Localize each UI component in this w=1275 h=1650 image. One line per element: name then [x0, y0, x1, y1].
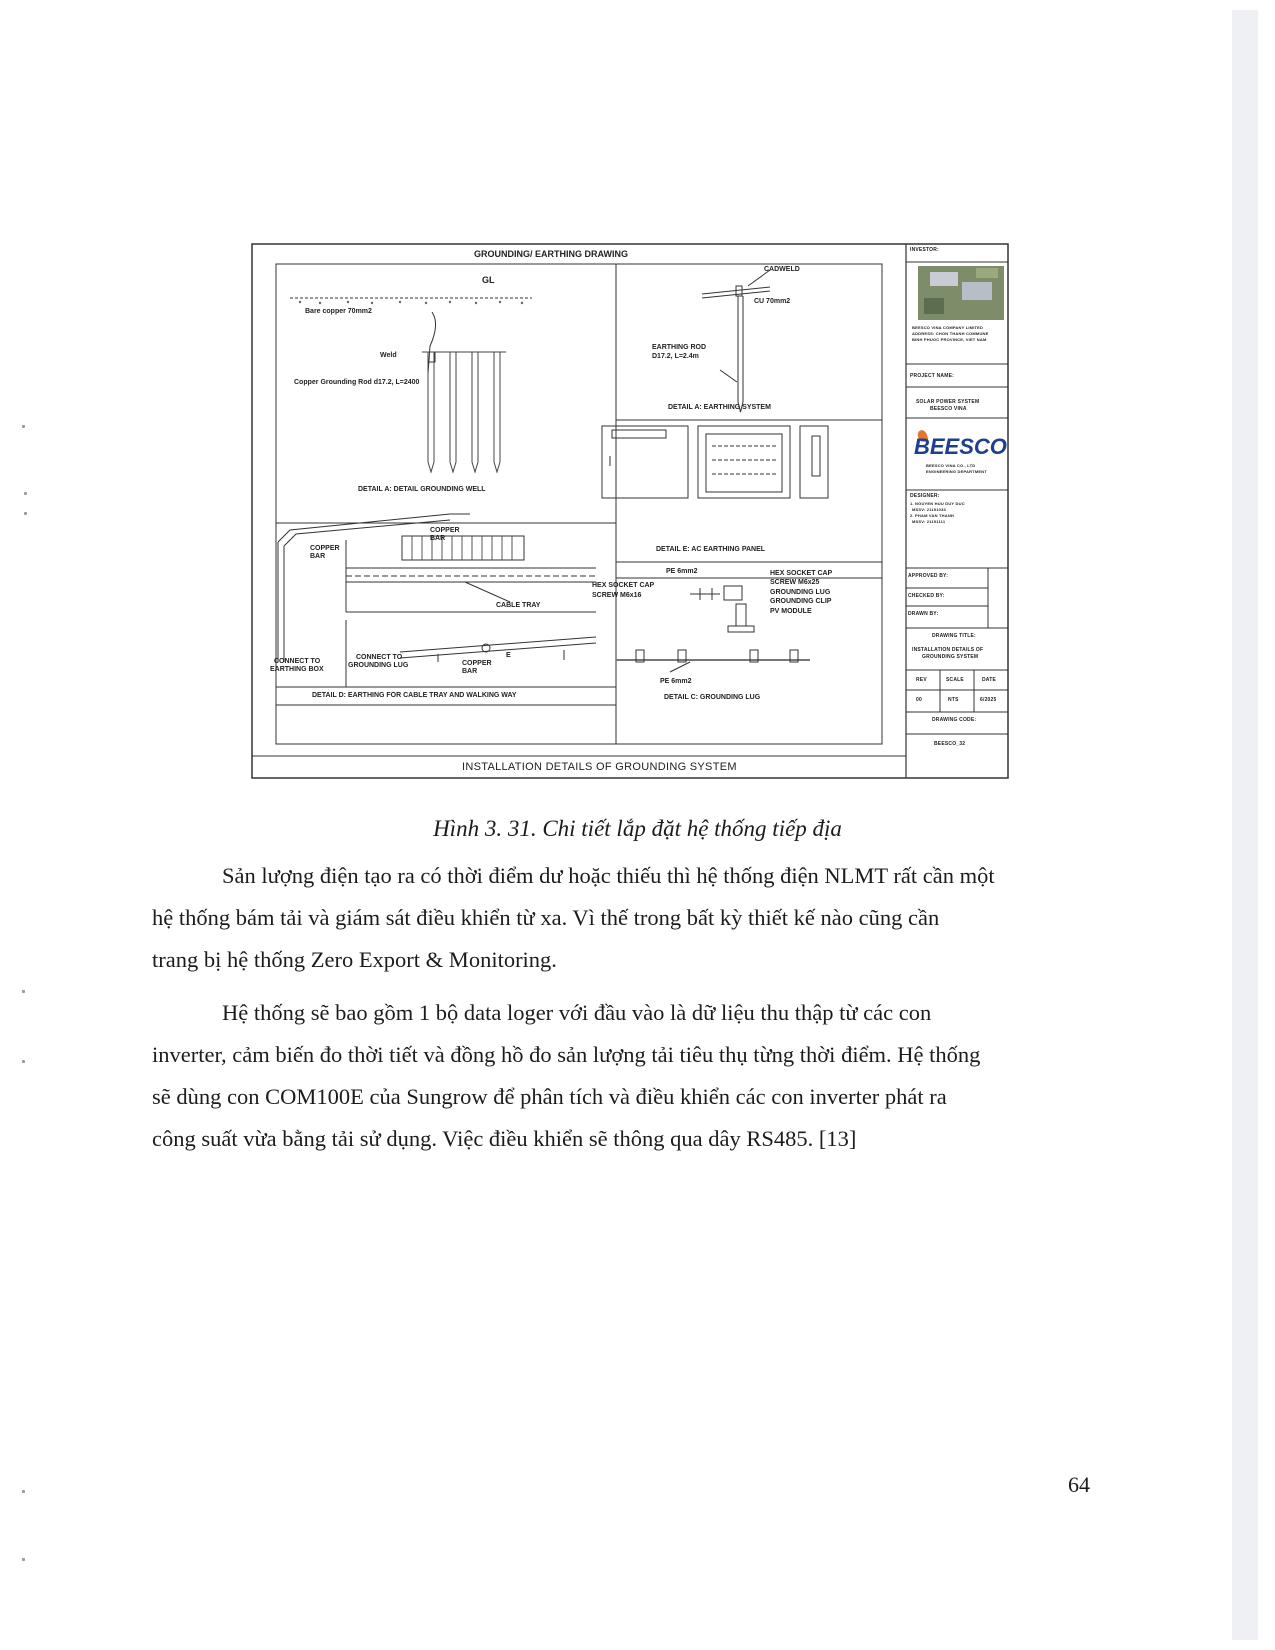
connect-lug-label: CONNECT TO [356, 654, 403, 661]
copper-bar-label: BAR [462, 668, 478, 675]
tb-logo-sub: ENGINEERING DEPARTMENT [926, 469, 987, 474]
tb-scale-value: NTS [948, 697, 959, 703]
paragraph-line: inverter, cảm biến đo thời tiết và đồng hồ đo sản lượng tải tiêu thụ từng thời điểm. Hệ thống [152, 1042, 981, 1067]
tb-investor-line: ADDRESS: CHON THANH COMMUNE [912, 331, 989, 336]
connect-lug-label: GROUNDING LUG [348, 662, 409, 669]
grounding-lug-label: GROUNDING LUG [770, 589, 831, 596]
tb-investor-line: BEESCO VINA COMPANY LIMITED [912, 325, 984, 330]
grounding-drawing-figure [250, 242, 1010, 780]
paragraph-line: Sản lượng điện tạo ra có thời điểm dư hoặc thiếu thì hệ thống điện NLMT rất cần một [222, 863, 995, 888]
beesco-logo: BEESCO [914, 434, 1007, 459]
cu-label: CU 70mm2 [754, 298, 791, 305]
detail-earthing-system-caption: DETAIL A: EARTHING SYSTEM [668, 404, 771, 411]
paragraph-line: sẽ dùng con COM100E của Sungrow để phân tích và điều khiển các con inverter phát ra [152, 1084, 947, 1109]
tb-drawing-code-label: DRAWING CODE: [932, 717, 977, 723]
tb-date-value: 6/2025 [980, 697, 997, 703]
scan-mark [22, 1558, 25, 1561]
gl-label: GL [482, 275, 495, 285]
tb-project-line: SOLAR POWER SYSTEM [916, 399, 980, 405]
detail-lug-caption: DETAIL C: GROUNDING LUG [664, 694, 761, 701]
copper-bar-label: COPPER [310, 545, 340, 552]
grounding-clip-label: GROUNDING CLIP [770, 598, 832, 605]
page-number: 64 [1068, 1472, 1090, 1497]
tb-drawing-title-line: GROUNDING SYSTEM [922, 654, 979, 660]
tb-investor-line: BINH PHUOC PROVINCE, VIET NAM [912, 337, 987, 342]
tb-designer-line: MSSV: 21151111 [912, 519, 946, 524]
tb-drawing-title-label: DRAWING TITLE: [932, 633, 976, 639]
detail-panel-caption: DETAIL E: AC EARTHING PANEL [656, 546, 766, 553]
tb-designer-line: MSSV: 21151033 [912, 507, 946, 512]
scan-mark [24, 492, 27, 495]
panels-border [276, 264, 882, 744]
bare-copper-label: Bare copper 70mm2 [305, 308, 372, 315]
tb-rev-value: 00 [916, 697, 922, 703]
paragraph-line: công suất vừa bằng tải sử dụng. Việc điều khiển sẽ thông qua dây RS485. [13] [152, 1126, 857, 1151]
figure-caption: Hình 3. 31. Chi tiết lắp đặt hệ thống tiếp địa [433, 816, 842, 841]
panel-box-3 [800, 426, 828, 498]
grounding-rod-label: Copper Grounding Rod d17.2, L=2400 [294, 379, 420, 386]
hex-screw-left-size: SCREW M6x16 [592, 592, 642, 599]
paragraph-1 [152, 855, 1090, 981]
copper-bar-label: COPPER [462, 660, 492, 667]
tb-rev-label: REV [916, 677, 927, 683]
e-mark-label: E [506, 652, 511, 659]
scan-mark [24, 512, 27, 515]
drawing-title: GROUNDING/ EARTHING DRAWING [474, 249, 628, 259]
pe-top-label: PE 6mm2 [666, 568, 698, 575]
tb-project-label: PROJECT NAME: [910, 373, 954, 379]
connect-box-label: EARTHING BOX [270, 666, 324, 673]
weld-label: Weld [380, 352, 397, 359]
detail-cable-tray-caption: DETAIL D: EARTHING FOR CABLE TRAY AND WALKING WAY [312, 692, 517, 699]
scan-mark [22, 1060, 25, 1063]
tb-drawing-title-line: INSTALLATION DETAILS OF [912, 647, 984, 653]
earthing-rod-size: D17.2, L=2.4m [652, 353, 699, 360]
tb-designer-line: 1. NGUYEN HUU DUY DUC [910, 501, 965, 506]
tb-date-label: DATE [982, 677, 997, 683]
tb-drawn-label: DRAWN BY: [908, 611, 939, 617]
pe-bottom-label: PE 6mm2 [660, 678, 692, 685]
tb-designer-line: 2. PHAM VAN THANH [910, 513, 954, 518]
hex-screw-right-size: SCREW M6x25 [770, 579, 820, 586]
drawing-bottom-title: INSTALLATION DETAILS OF GROUNDING SYSTEM [462, 761, 737, 773]
paragraph-2 [152, 992, 1090, 1160]
tb-investor-label: INVESTOR: [910, 247, 939, 253]
tb-project-line: BEESCO VINA [930, 406, 967, 412]
earthing-rod-label: EARTHING ROD [652, 344, 707, 351]
tb-scale-label: SCALE [946, 677, 964, 683]
pv-module-label: PV MODULE [770, 608, 812, 615]
paragraph-line: trang bị hệ thống Zero Export & Monitoring. [152, 947, 557, 972]
cable-tray-label: CABLE TRAY [496, 602, 541, 609]
detail-grounding-well-caption: DETAIL A: DETAIL GROUNDING WELL [358, 486, 486, 493]
hex-screw-left-label: HEX SOCKET CAP [592, 582, 655, 589]
tb-approved-label: APPROVED BY: [908, 573, 949, 579]
copper-bar-label: BAR [430, 535, 446, 542]
scan-mark [22, 425, 25, 428]
paragraph-line: hệ thống bám tải và giám sát điều khiển từ xa. Vì thế trong bất kỳ thiết kế nào cũng cần [152, 905, 940, 930]
tb-drawing-code-value: BEESCO_32 [934, 741, 966, 747]
hex-screw-right-label: HEX SOCKET CAP [770, 570, 833, 577]
paragraph-line: Hệ thống sẽ bao gồm 1 bộ data loger với đầu vào là dữ liệu thu thập từ các con [222, 1000, 932, 1025]
scan-mark [22, 1490, 25, 1493]
copper-bar-label: COPPER [430, 527, 460, 534]
tb-checked-label: CHECKED BY: [908, 593, 945, 599]
connect-box-label: CONNECT TO [274, 658, 321, 665]
panel-box-1 [602, 426, 688, 498]
panel-box-2 [698, 426, 790, 498]
tb-designer-label: DESIGNER: [910, 493, 940, 499]
copper-bar-label: BAR [310, 553, 326, 560]
tb-logo-sub: BEESCO VINA CO., LTD [926, 463, 976, 468]
cadweld-label: CADWELD [764, 266, 800, 273]
scan-mark [22, 990, 25, 993]
